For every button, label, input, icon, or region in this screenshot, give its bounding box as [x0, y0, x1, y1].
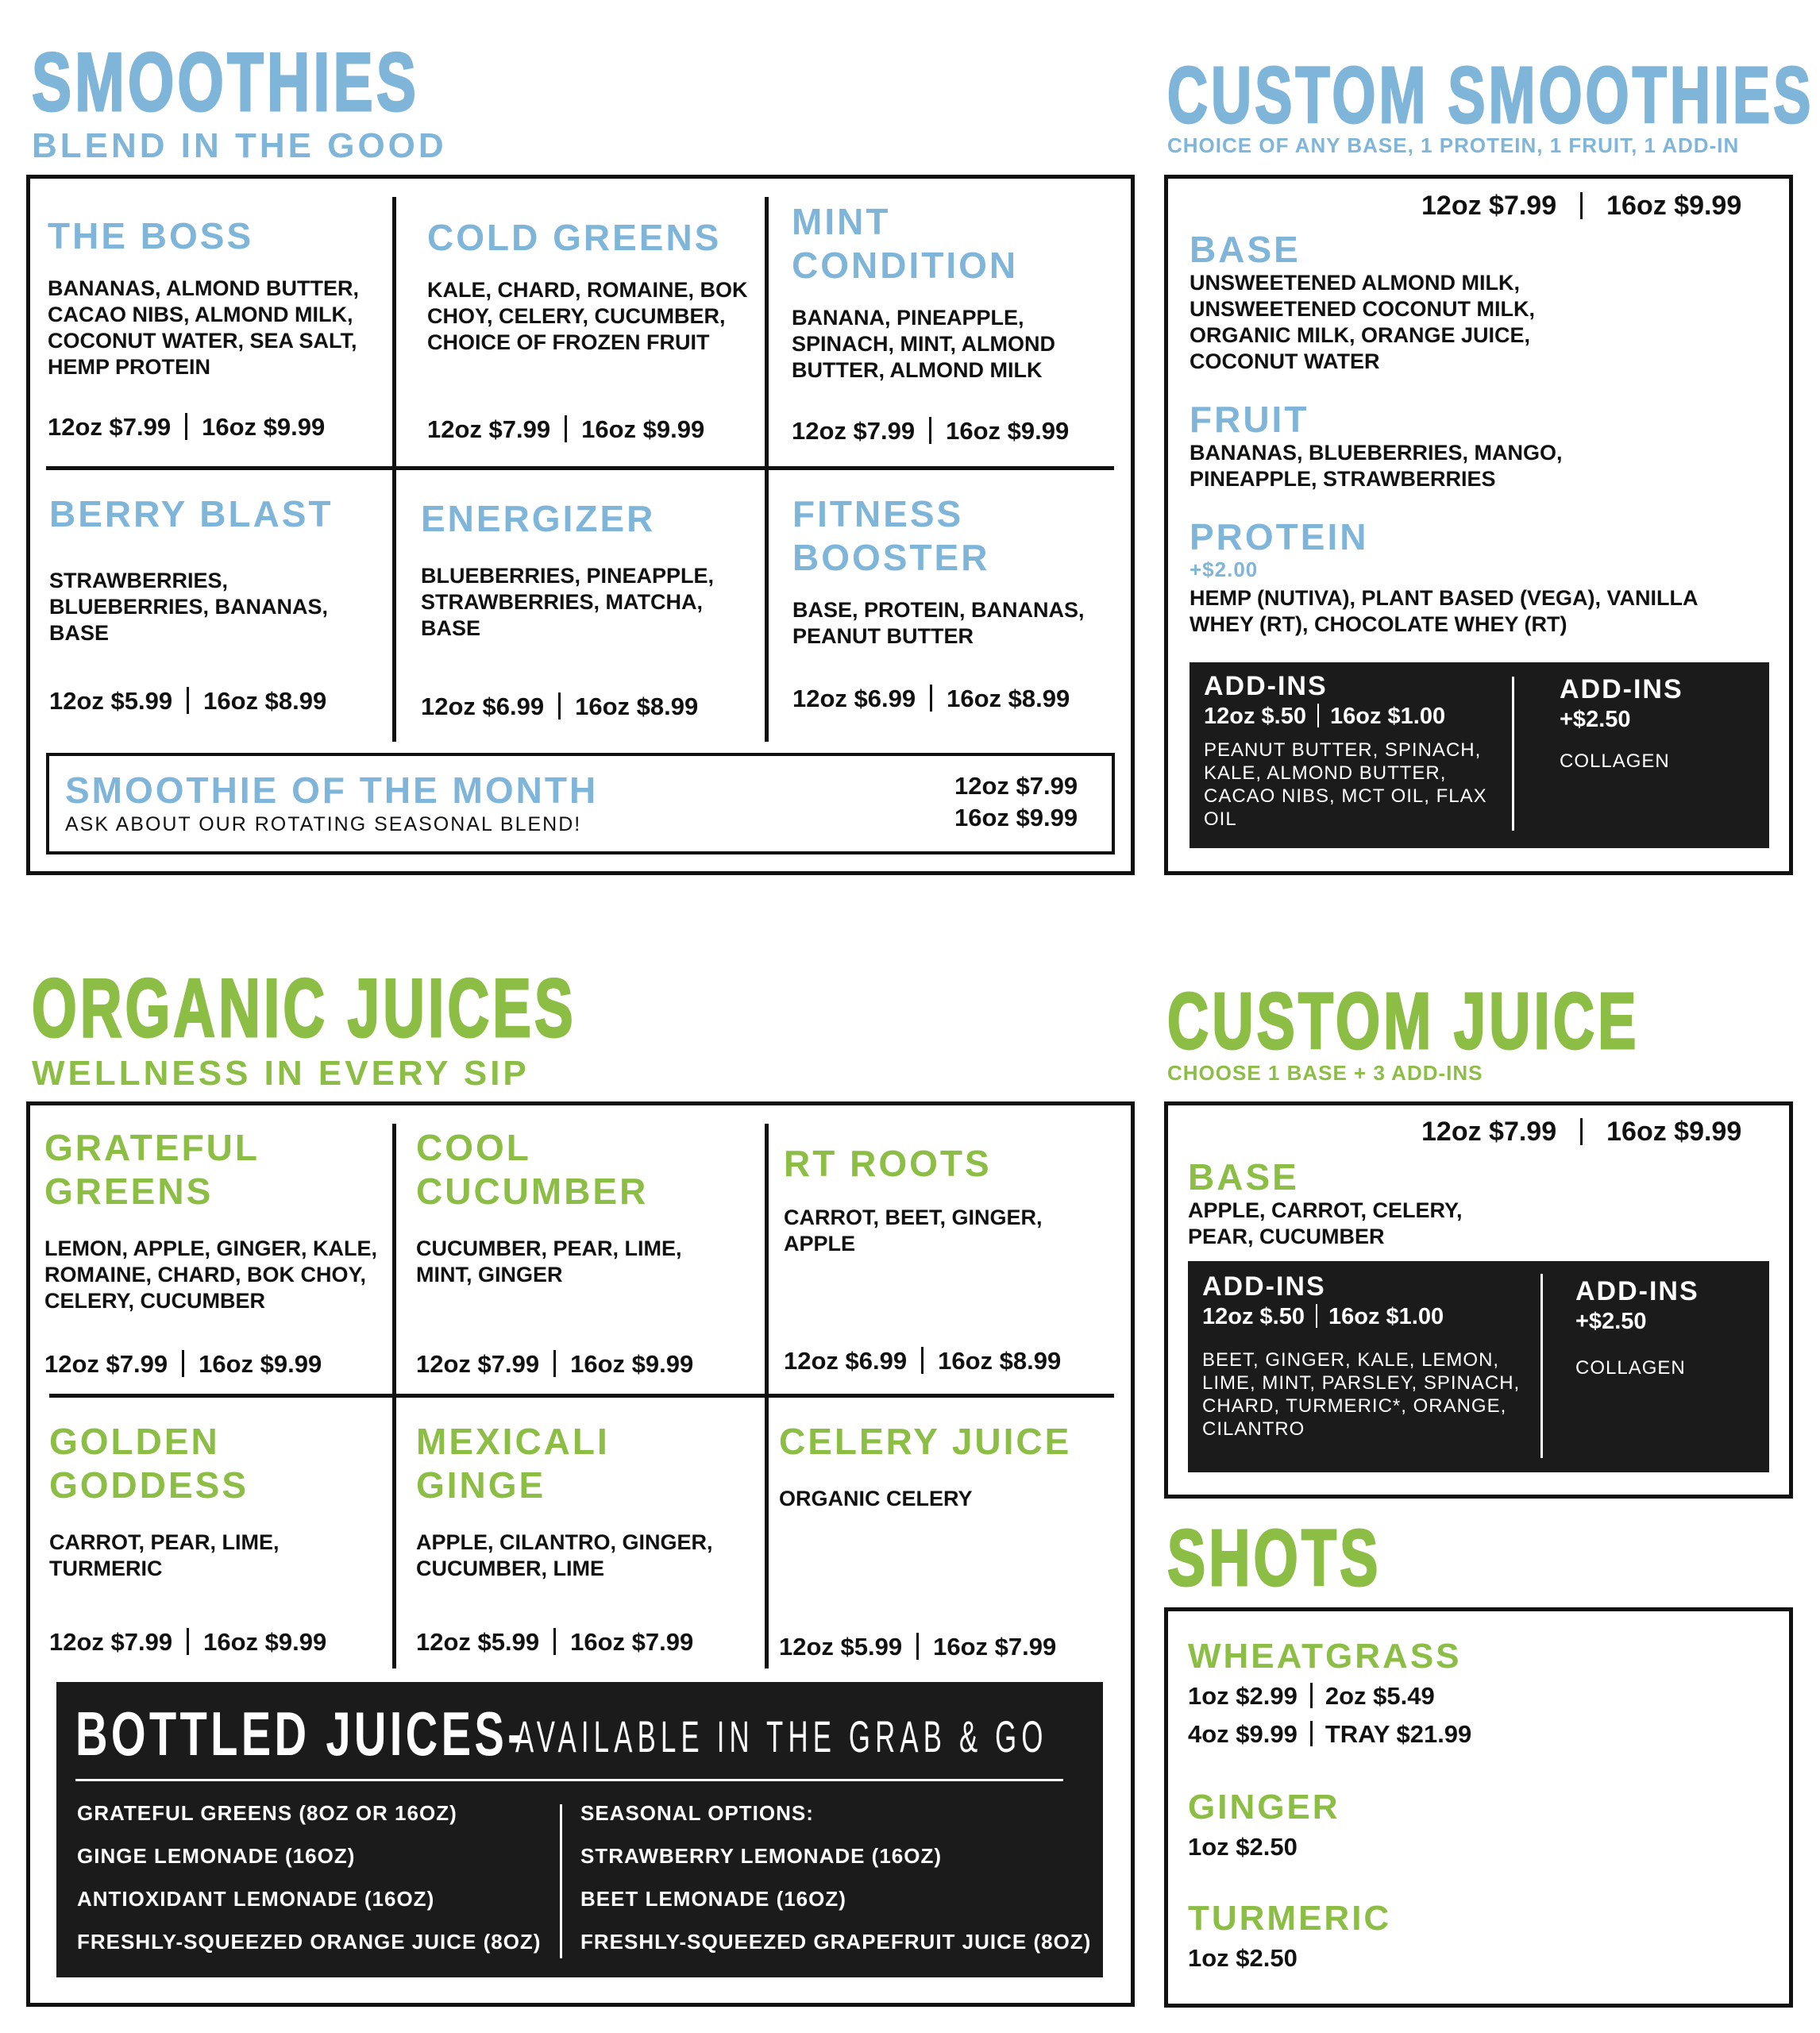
juice-base[interactable]	[1188, 1156, 1585, 1250]
addins-premium[interactable]	[1575, 1275, 1699, 1379]
addins-list: BEET, GINGER, KALE, LEMON, LIME, MINT, PARSLEY, SPINACH, CHARD, TURMERIC*, ORANGE, CILANTRO	[1202, 1349, 1521, 1440]
addins-price: 12oz $.50 16oz $1.00	[1202, 1304, 1444, 1329]
shot-price: 1oz $2.50	[1188, 1944, 1298, 1972]
juice-item[interactable]	[416, 1420, 750, 1582]
item-name: MINT CONDITION	[792, 201, 1019, 286]
addins-title: ADD-INS	[1202, 1271, 1326, 1302]
month-name: SMOOTHIE OF THE MONTH	[65, 770, 599, 811]
bottled-item[interactable]: BEET LEMONADE (16OZ)	[580, 1887, 846, 1911]
shot-price: 1oz $2.99 2oz $5.49	[1188, 1682, 1435, 1710]
shot-name: WHEATGRASS	[1188, 1637, 1462, 1676]
addins-price: +$2.50	[1575, 1309, 1647, 1334]
item-name: MEXICALI GINGE	[416, 1421, 610, 1506]
custom-smoothies-title: CUSTOM SMOOTHIES	[1167, 51, 1814, 140]
juice-addins-panel	[1188, 1261, 1769, 1472]
item-price: 12oz $6.99 16oz $8.99	[784, 1347, 1062, 1375]
addins-price: +$2.50	[1560, 707, 1631, 732]
custom-juice-title: CUSTOM JUICE	[1167, 977, 1640, 1066]
custom-juice-price: 12oz $7.99 16oz $9.99	[1421, 1117, 1742, 1147]
fruit-title: FRUIT	[1190, 399, 1309, 440]
divider	[75, 1779, 1063, 1781]
addins-basic[interactable]	[1204, 670, 1498, 831]
bottled-juices-panel	[56, 1682, 1103, 1977]
item-name: CELERY JUICE	[779, 1421, 1072, 1462]
smoothie-item[interactable]	[49, 492, 383, 646]
seasonal-options-title: SEASONAL OPTIONS:	[580, 1801, 814, 1825]
bottled-item[interactable]: STRAWBERRY LEMONADE (16OZ)	[580, 1844, 943, 1868]
item-price: 12oz $5.99 16oz $7.99	[416, 1628, 694, 1656]
divider	[46, 466, 1114, 470]
base-title: BASE	[1190, 229, 1301, 270]
base-text: APPLE, CARROT, CELERY, PEAR, CUCUMBER	[1188, 1198, 1463, 1248]
bottled-item[interactable]: FRESHLY-SQUEEZED ORANGE JUICE (8OZ)	[77, 1930, 542, 1954]
item-desc: CARROT, BEET, GINGER, APPLE	[784, 1206, 1043, 1256]
item-name: GOLDEN GODDESS	[49, 1421, 249, 1506]
item-desc: BLUEBERRIES, PINEAPPLE, STRAWBERRIES, MATCHA, BASE	[421, 564, 715, 640]
shot-price: 1oz $2.50	[1188, 1833, 1298, 1861]
juices-title: ORGANIC JUICES	[32, 962, 576, 1055]
addins-basic[interactable]	[1202, 1271, 1528, 1441]
juice-item[interactable]	[779, 1420, 1097, 1512]
smoothie-item[interactable]	[421, 497, 754, 642]
item-name: FITNESS BOOSTER	[792, 493, 990, 578]
item-price: 12oz $7.99 16oz $9.99	[416, 1350, 694, 1378]
item-desc: CUCUMBER, PEAR, LIME, MINT, GINGER	[416, 1236, 682, 1287]
custom-base[interactable]	[1190, 229, 1587, 375]
month-price-12: 12oz $7.99	[954, 772, 1078, 800]
addins-price: 12oz $.50 16oz $1.00	[1204, 704, 1446, 729]
smoothies-title: SMOOTHIES	[32, 37, 420, 129]
smoothie-item[interactable]	[427, 216, 753, 356]
item-price: 12oz $7.99 16oz $9.99	[44, 1350, 322, 1378]
addins-title: ADD-INS	[1204, 671, 1328, 701]
smoothies-tagline: BLEND IN THE GOOD	[32, 126, 447, 165]
juice-item[interactable]	[44, 1126, 386, 1314]
divider	[49, 1394, 1114, 1398]
bottled-title: BOTTLED JUICES-	[75, 1699, 526, 1769]
protein-text: HEMP (NUTIVA), PLANT BASED (VEGA), VANILLA WHEY (RT), CHOCOLATE WHEY (RT)	[1190, 586, 1698, 636]
item-price: 12oz $6.99 16oz $8.99	[421, 692, 699, 720]
shot-name: TURMERIC	[1188, 1899, 1392, 1938]
month-price-16: 16oz $9.99	[954, 804, 1078, 831]
shot-ginger[interactable]	[1188, 1787, 1506, 1866]
fruit-text: BANANAS, BLUEBERRIES, MANGO, PINEAPPLE, STRAWBERRIES	[1190, 441, 1563, 491]
addins-list: PEANUT BUTTER, SPINACH, KALE, ALMOND BUTTER, CACAO NIBS, MCT OIL, FLAX OIL	[1204, 739, 1487, 830]
base-text: UNSWEETENED ALMOND MILK, UNSWEETENED COCONUT MILK, ORGANIC MILK, ORANGE JUICE, COCONUT WATER	[1190, 271, 1535, 373]
juice-item[interactable]	[416, 1126, 742, 1288]
addins-premium[interactable]	[1560, 673, 1683, 773]
addins-list: COLLAGEN	[1560, 750, 1670, 772]
item-name: BERRY BLAST	[49, 493, 334, 534]
smoothie-item[interactable]	[48, 214, 381, 380]
protein-price: +$2.00	[1190, 557, 1259, 581]
item-name: RT ROOTS	[784, 1143, 992, 1184]
smoothie-addins-panel	[1190, 662, 1769, 848]
item-desc: KALE, CHARD, ROMAINE, BOK CHOY, CELERY, CUCUMBER, CHOICE OF FROZEN FRUIT	[427, 278, 748, 354]
juice-item[interactable]	[49, 1420, 383, 1582]
item-desc: STRAWBERRIES, BLUEBERRIES, BANANAS, BASE	[49, 569, 329, 645]
bottled-item[interactable]: FRESHLY-SQUEEZED GRAPEFRUIT JUICE (8OZ)	[580, 1930, 1092, 1954]
item-desc: BANANA, PINEAPPLE, SPINACH, MINT, ALMOND BUTTER, ALMOND MILK	[792, 306, 1055, 382]
item-name: COOL CUCUMBER	[416, 1127, 649, 1212]
custom-smoothie-price: 12oz $7.99 16oz $9.99	[1421, 191, 1742, 221]
item-price: 12oz $6.99 16oz $8.99	[792, 685, 1070, 712]
item-desc: CARROT, PEAR, LIME, TURMERIC	[49, 1530, 280, 1580]
month-desc: ASK ABOUT OUR ROTATING SEASONAL BLEND!	[65, 813, 582, 835]
custom-smoothies-subtitle: CHOICE OF ANY BASE, 1 PROTEIN, 1 FRUIT, 1 ADD-IN	[1167, 133, 1740, 157]
smoothie-item[interactable]	[792, 200, 1093, 384]
addins-title: ADD-INS	[1575, 1276, 1699, 1306]
item-name: ENERGIZER	[421, 498, 656, 539]
custom-juice-subtitle: CHOOSE 1 BASE + 3 ADD-INS	[1167, 1061, 1483, 1085]
bottled-item[interactable]: GINGE LEMONADE (16OZ)	[77, 1844, 356, 1868]
addins-title: ADD-INS	[1560, 674, 1683, 704]
item-price: 12oz $7.99 16oz $9.99	[48, 413, 326, 441]
item-price: 12oz $5.99 16oz $8.99	[49, 687, 327, 715]
shot-wheatgrass[interactable]	[1188, 1636, 1744, 1753]
item-name: COLD GREENS	[427, 217, 722, 258]
shot-turmeric[interactable]	[1188, 1898, 1506, 1977]
item-desc: APPLE, CILANTRO, GINGER, CUCUMBER, LIME	[416, 1530, 713, 1580]
bottled-item[interactable]: GRATEFUL GREENS (8OZ OR 16OZ)	[77, 1801, 457, 1825]
base-title: BASE	[1188, 1156, 1299, 1198]
item-price: 12oz $7.99 16oz $9.99	[49, 1628, 327, 1656]
item-name: GRATEFUL GREENS	[44, 1127, 260, 1212]
smoothie-item[interactable]	[792, 492, 1110, 650]
juice-item[interactable]	[784, 1142, 1085, 1257]
addins-list: COLLAGEN	[1575, 1357, 1686, 1379]
custom-fruit[interactable]	[1190, 399, 1587, 492]
shot-price: 4oz $9.99 TRAY $21.99	[1188, 1720, 1472, 1748]
item-price: 12oz $7.99 16oz $9.99	[427, 415, 705, 443]
bottled-subtitle: AVAILABLE IN THE GRAB & GO	[515, 1711, 1048, 1761]
item-price: 12oz $5.99 16oz $7.99	[779, 1633, 1057, 1661]
item-desc: LEMON, APPLE, GINGER, KALE, ROMAINE, CHARD, BOK CHOY, CELERY, CUCUMBER	[44, 1236, 378, 1313]
juices-tagline: WELLNESS IN EVERY SIP	[32, 1054, 530, 1093]
item-name: THE BOSS	[48, 215, 254, 257]
protein-title: PROTEIN	[1190, 516, 1369, 557]
bottled-item[interactable]: ANTIOXIDANT LEMONADE (16OZ)	[77, 1887, 435, 1911]
custom-protein[interactable]	[1190, 516, 1745, 638]
item-desc: ORGANIC CELERY	[779, 1487, 973, 1510]
item-price: 12oz $7.99 16oz $9.99	[792, 417, 1070, 445]
shot-name: GINGER	[1188, 1788, 1340, 1827]
item-desc: BANANAS, ALMOND BUTTER, CACAO NIBS, ALMOND MILK, COCONUT WATER, SEA SALT, HEMP PROTEIN	[48, 276, 359, 379]
shots-title: SHOTS	[1167, 1514, 1382, 1603]
item-desc: BASE, PROTEIN, BANANAS, PEANUT BUTTER	[792, 598, 1085, 648]
